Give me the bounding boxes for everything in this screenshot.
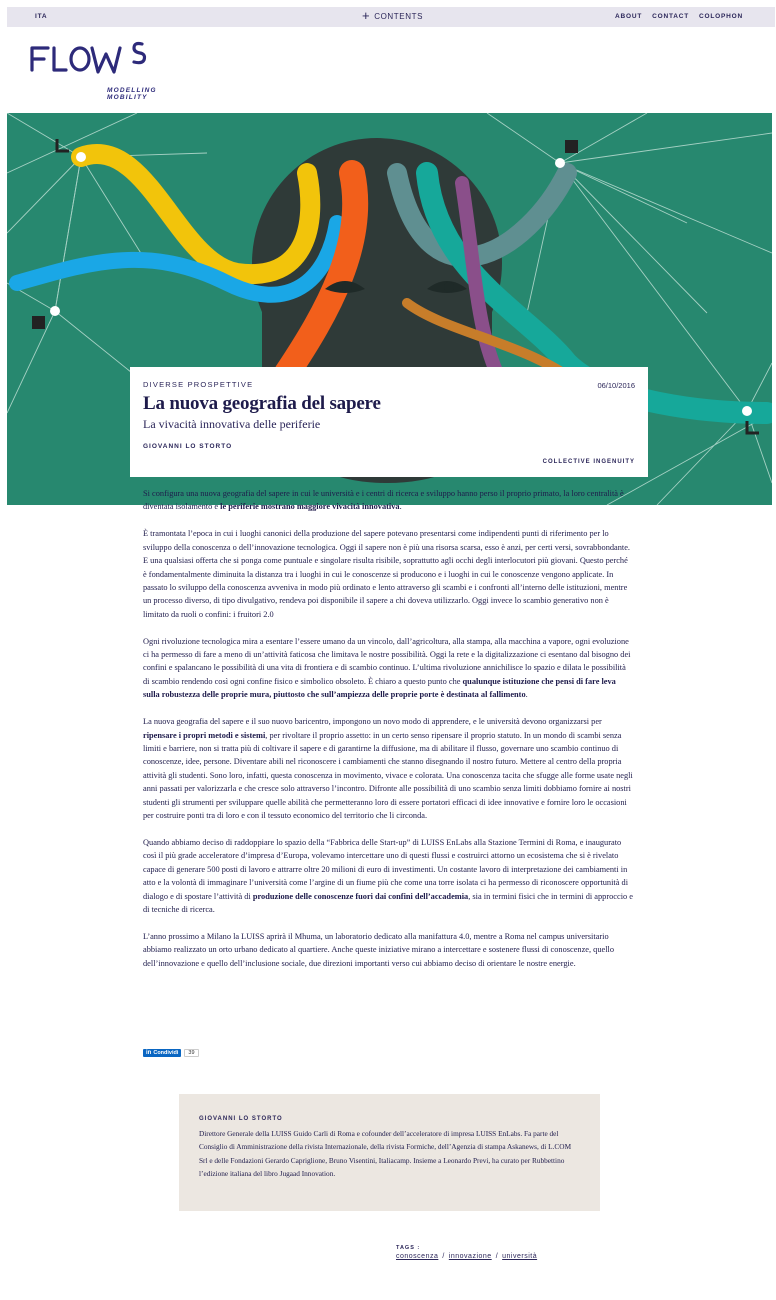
tag-link[interactable]: innovazione bbox=[448, 1253, 492, 1260]
article-author[interactable]: GIOVANNI LO STORTO bbox=[143, 443, 233, 450]
article-header-card bbox=[130, 367, 648, 477]
language-switch[interactable]: ITA bbox=[35, 13, 48, 20]
article-title: La nuova geografia del sapere bbox=[143, 393, 381, 414]
tag-separator: / bbox=[442, 1253, 445, 1260]
tag-separator: / bbox=[495, 1253, 499, 1260]
tag-link[interactable]: università bbox=[502, 1253, 538, 1260]
linkedin-icon: in bbox=[146, 1050, 152, 1056]
tag-link[interactable]: conoscenza bbox=[396, 1253, 439, 1260]
contents-menu-button[interactable] bbox=[362, 8, 424, 23]
tags-list bbox=[396, 1253, 537, 1260]
logo-tagline: MODELLING MOBILITY bbox=[107, 87, 157, 101]
nav-contact[interactable]: CONTACT bbox=[652, 13, 690, 20]
bio-author-name: GIOVANNI LO STORTO bbox=[199, 1116, 283, 1122]
bio-text: Direttore Generale della LUISS Guido Carli di Roma e cofounder dell’acceleratore di impresa LUISS EnLabs. Fa parte del Consiglio di Amministrazione della rivista Internazionale, della rivista Formiche, dell’Agenzia di stampa Askanews, di L.COM Srl e delle Fondazioni Gerardo Capriglione, Bruno Visentini, Italiacamp. Insieme a Leonardo Previ, ha curato per Rubbettino l’edizione italiana del libro Jugaad Innovation. bbox=[199, 1129, 572, 1178]
share-count: 39 bbox=[184, 1049, 198, 1057]
top-nav bbox=[615, 13, 743, 20]
paragraph: Quando abbiamo deciso di raddoppiare lo spazio della “Fabbrica delle Start-up” di LUISS EnLabs alla Stazione Termini di Roma, e inaugurato così il più grade acceleratore d’impresa d’Europa, volevamo intercettare uno di questi flussi e costruirci attorno un ecosistema che si è rivelato capace di generare 500 posti di lavoro e attrarre oltre 20 milioni di euro di investimenti. Un costante lavoro di interpretazione dei cambiamenti in atto e la volontà di immaginare l’università come l’argine di un fiume più che come una torre isolata ci ha permesso di riconoscere opportunità di dialogo e di spostare l’attività di produzione delle conoscenze fuori dai confini dell’accademia, sia in termini fisici che in termini di approccio e di tecniche di ricerca. bbox=[143, 837, 633, 914]
paragraph: È tramontata l’epoca in cui i luoghi canonici della produzione del sapere potevano presentarsi come indipendenti punti di riferimento per lo sviluppo della conoscenza o dell’innovazione tecnologica. Oggi il sapere non è più una risorsa scarsa, esso è anzi, per certi versi, sovrabbondante. E una qualsiasi offerta che si ponga come puntuale e singolare risulta risibile, soprattutto agli occhi degli interlocutori più giovani. Questo perché è fondamentalmente diminuita la distanza tra i luoghi in cui le conoscenze si producono e i luoghi in cui le conoscenze vengono applicate. In passato lo sviluppo della conoscenza avveniva in modo più ordinato e lento attraverso gli scambi e i confronti all’interno delle istituzioni, mentre un processo diverso, di tipo divulgativo, rendeva poi disponibile il sapere a chi doveva utilizzarlo. Oggi invece lo scambio generativo non è limitato da ruoli o confini: i fruitori 2.0 bbox=[143, 529, 631, 619]
paragraph: Ogni rivoluzione tecnologica mira a esentare l’essere umano da un vincolo, dall’agricoltura, alla stampa, alla macchina a vapore, ogni evoluzione ci ha permesso di fare a meno di un’attività faticosa che limitava le nostre possibilità. Oggi la rete e la digitalizzazione ci esentano dal bisogno dei confini e spalancano le possibilità di una vita di frontiera e di scambio continuo. L’ultima rivoluzione annichilisce lo spazio e dilata le possibilità di scambio rendendo così ogni confine fisico e simbolico obsoleto. È chiaro a questo punto che qualunque istituzione che pensi di fare leva sulla robustezza delle proprie mura, piuttosto che sull’ampiezza delle proprie porte è destinata al fallimento. bbox=[143, 636, 631, 700]
article-date: 06/10/2016 bbox=[597, 381, 635, 390]
linkedin-share bbox=[143, 1049, 199, 1057]
share-label: Condividi bbox=[153, 1050, 179, 1056]
paragraph: Si configura una nuova geografia del sapere in cui le università e i centri di ricerca e sviluppo hanno perso il proprio primato, la loro centralità è diventata isolamento e le periferie mostrano maggiore vivacità innovativa. bbox=[143, 489, 624, 512]
article-section[interactable]: COLLECTIVE INGENUITY bbox=[542, 459, 635, 465]
contents-label: CONTENTS bbox=[374, 11, 424, 21]
site-logo[interactable] bbox=[30, 40, 200, 101]
article-subtitle: La vivacità innovativa delle periferie bbox=[143, 417, 321, 431]
article-body bbox=[143, 487, 633, 984]
nav-colophon[interactable]: COLOPHON bbox=[699, 13, 743, 20]
paragraph: L’anno prossimo a Milano la LUISS aprirà il Mhuma, un laboratorio dedicato alla manifattura 4.0, mentre a Roma nel campus universitario abbiamo realizzato un orto urbano dedicato al quartiere. Anche queste iniziative mirano a intercettare e sostenere flussi di conoscenze, quello dell’innovazione e quello dell’inclusione sociale, due direzioni importanti verso cui abbiamo deciso di orientare le nostre energie. bbox=[143, 931, 614, 968]
paragraph: La nuova geografia del sapere e il suo nuovo baricentro, impongono un novo modo di apprendere, e le università devono organizzarsi per ripensare i propri metodi e sistemi, per rivoltare il proprio assetto: in un certo senso ripensare il proprio statuto. In un mondo di scambi senza limiti e barriere, non si tratta più di coltivare il sapere e di garantirne la diffusione, ma di abilitare il flusso, governare uno scambio continuo di conoscenze, idee, persone. Diventare abili nel riconoscere i cambiamenti che stanno disegnando il nostro futuro. Mettere al centro della propria attività gli studenti. Sono loro, infatti, questa conoscenza in movimento, vivace e colorata. Una conoscenza tacita che sfugge alle forme usate negli anni passati per valorizzarla e che cresce solo attraverso l’incontro. Difronte alle possibilità di uno scambio senza limiti dobbiamo fornire ai nostri studenti gli strumenti per sviluppare quelle abilità che permetteranno loro di essere portatori efficaci di idee innovative e fornire loro le occasioni per costruire ponti tra di loro e con il tessuto economico del territorio che li circonda. bbox=[143, 717, 633, 821]
tags-label: TAGS : bbox=[396, 1245, 421, 1251]
flows-logo-icon bbox=[30, 40, 150, 85]
author-bio-box bbox=[179, 1094, 600, 1211]
article-category[interactable]: DIVERSE PROSPETTIVE bbox=[143, 380, 254, 389]
linkedin-share-button[interactable] bbox=[143, 1049, 181, 1057]
tags-section bbox=[396, 1245, 537, 1260]
top-bar bbox=[7, 7, 775, 27]
nav-about[interactable]: ABOUT bbox=[615, 13, 643, 20]
plus-icon: + bbox=[362, 8, 371, 23]
